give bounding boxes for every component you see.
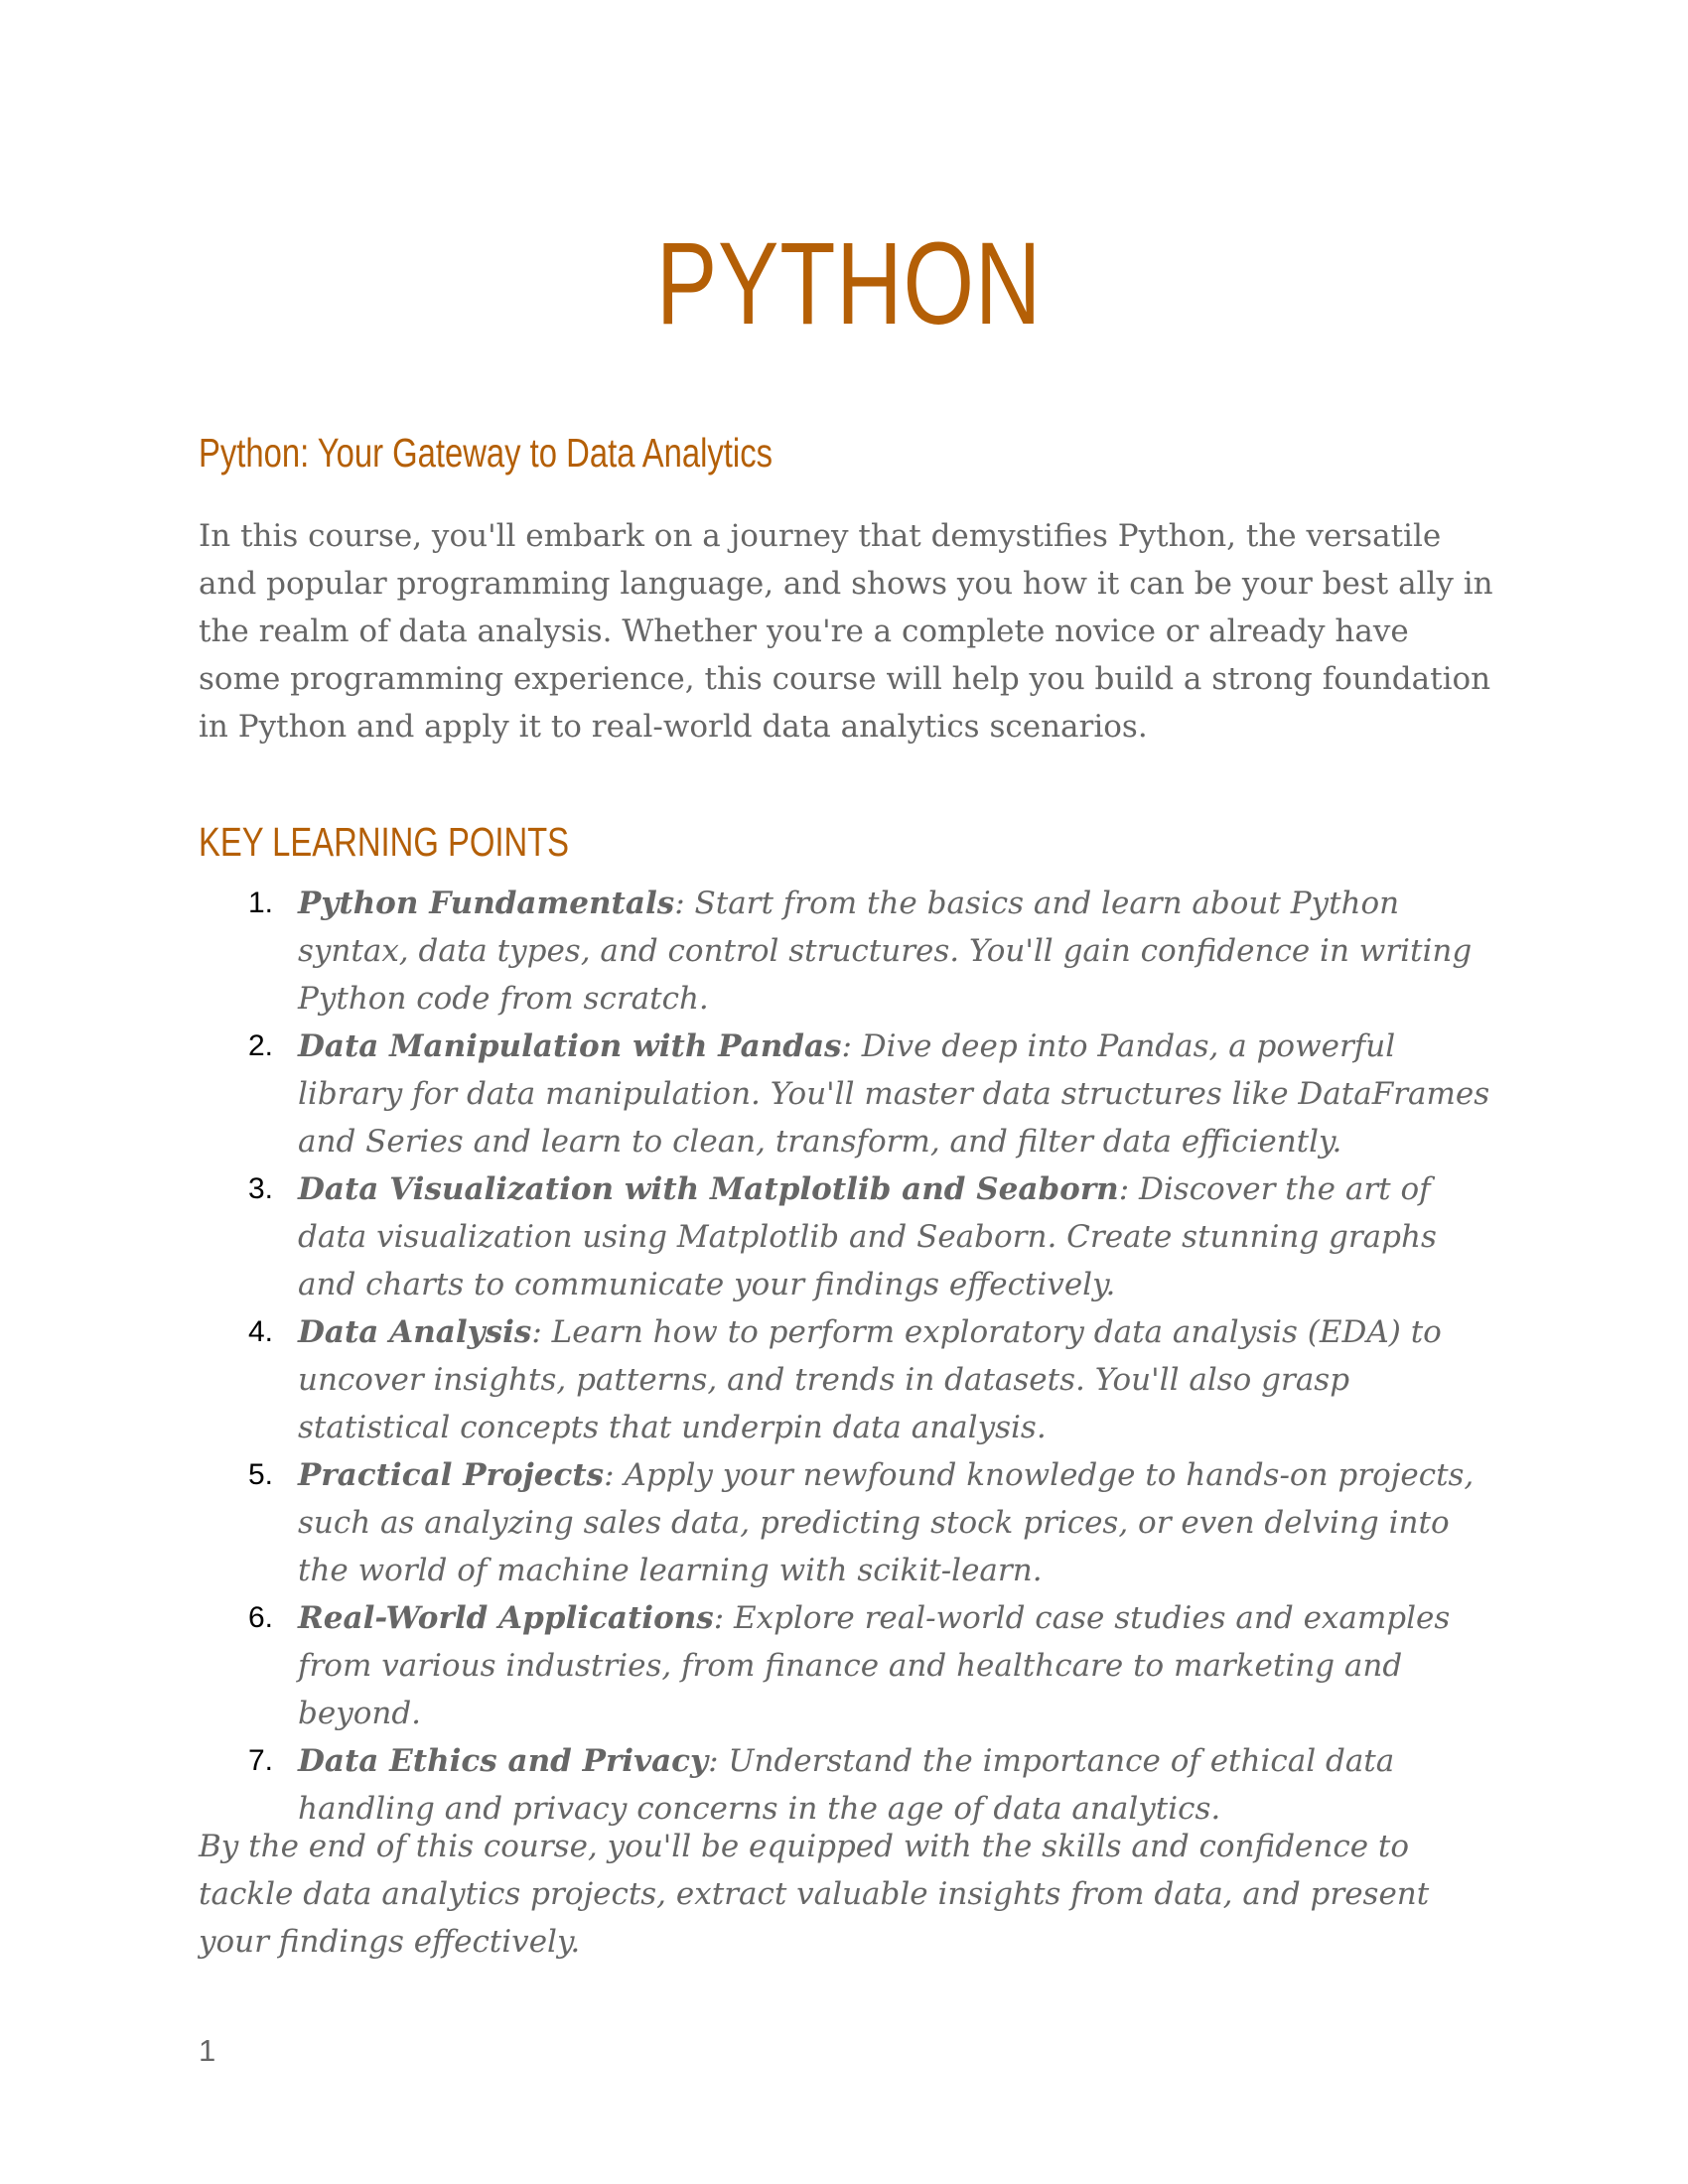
list-item-number: 6.	[248, 1601, 274, 1634]
list-item-text: : Understand the importance of ethical data handling and privacy concerns in the age of data analytics.	[298, 1743, 1395, 1827]
list-item-text: : Dive deep into Pandas, a powerful library for data manipulation. You'll master data structures like DataFrames and Series and learn to clean, transform, and filter data efficiently.	[298, 1028, 1490, 1160]
list-item-title: Data Ethics and Privacy	[298, 1743, 709, 1779]
list-item-text: : Learn how to perform exploratory data analysis (EDA) to uncover insights, patterns, and trends in datasets. You'll also grasp statistical concepts that underpin data analysis.	[298, 1314, 1442, 1445]
list-item-text: : Discover the art of data visualization using Matplotlib and Seaborn. Create stunning graphs and charts to communicate your findings effectively.	[298, 1171, 1437, 1302]
document-subtitle: Python: Your Gateway to Data Analytics	[199, 430, 773, 476]
list-item	[199, 1451, 1499, 1594]
learning-points-list	[199, 880, 1499, 1833]
list-item-title: Data Manipulation with Pandas	[298, 1028, 842, 1064]
list-item-title: Data Visualization with Matplotlib and Seaborn	[298, 1171, 1119, 1207]
list-item-title: Real-World Applications	[298, 1600, 714, 1636]
list-item-title: Practical Projects	[298, 1457, 605, 1493]
list-item-title: Python Fundamentals	[298, 886, 675, 921]
page-number: 1	[199, 2033, 216, 2068]
list-item	[199, 1737, 1499, 1833]
intro-paragraph: In this course, you'll embark on a journey that demystifies Python, the versatile and popular programming language, and shows you how it can be your best ally in the realm of data analysis. Whether you're a complete novice or already have some programming experience, this course will help you build a strong foundation in Python and apply it to real-world data analytics scenarios.	[199, 518, 1493, 745]
list-item	[199, 1165, 1499, 1308]
document-page	[199, 0, 1499, 2184]
list-item-text: : Apply your newfound knowledge to hands-on projects, such as analyzing sales data, predicting stock prices, or even delving into the world of machine learning with scikit-learn.	[298, 1457, 1475, 1588]
list-item	[199, 1308, 1499, 1451]
list-item-number: 2.	[248, 1029, 274, 1062]
list-item	[199, 880, 1499, 1023]
list-item-text: : Start from the basics and learn about Python syntax, data types, and control structures. You'll gain confidence in writing Python code from scratch.	[298, 886, 1473, 1017]
list-item	[199, 1594, 1499, 1737]
list-item	[199, 1023, 1499, 1165]
key-learning-points-heading: KEY LEARNING POINTS	[199, 819, 570, 865]
list-item-title: Data Analysis	[298, 1314, 532, 1350]
list-item-text: : Explore real-world case studies and examples from various industries, from finance and healthcare to marketing and beyond.	[298, 1600, 1451, 1731]
list-item-number: 3.	[248, 1172, 274, 1205]
list-item-number: 7.	[248, 1744, 274, 1777]
document-title: PYTHON	[655, 218, 1043, 349]
list-item-number: 1.	[248, 887, 274, 919]
list-item-number: 5.	[248, 1458, 274, 1491]
list-item-number: 4.	[248, 1315, 274, 1348]
closing-paragraph: By the end of this course, you'll be equipped with the skills and confidence to tackle data analytics projects, extract valuable insights from data, and present your findings effectively.	[199, 1829, 1430, 1960]
